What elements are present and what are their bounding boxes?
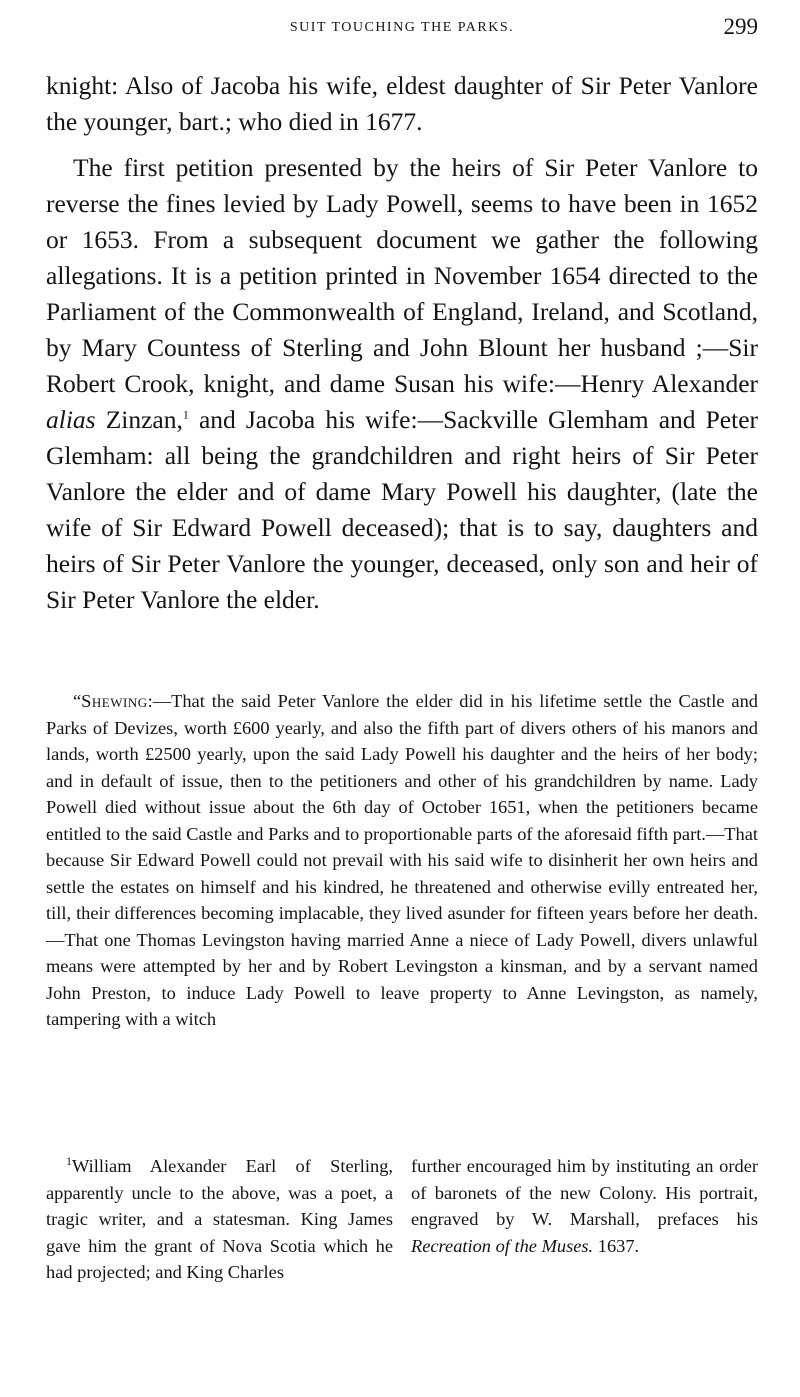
running-title: SUIT TOUCHING THE PARKS. [289, 20, 515, 35]
paragraph-text-part: Zinzan, [105, 405, 183, 434]
book-title-italic: Recreation of the Muses. [411, 1235, 594, 1256]
alias-italic: alias [46, 405, 96, 434]
quote-lead-word: Shewing [81, 691, 148, 711]
page-header [46, 14, 758, 44]
quote-paragraph [46, 688, 758, 1033]
footnote-year: 1637. [597, 1235, 640, 1256]
main-text [46, 68, 758, 618]
footnote-area [46, 1153, 758, 1323]
paragraph-text-part: and Jacoba his wife:—Sackville Glemham and Peter Glemham: all being the grandchildren and right heirs of Sir Peter Vanlore the elder and of dame Mary Powell his daughter, (late the wife of Sir Edward Powell deceased); that is to say, daughters and heirs of Sir Peter Vanlore the younger, deceased, only son and heir of Sir Peter Vanlore the elder. [46, 405, 759, 614]
footnote-text-left: William Alexander Earl of Sterling, apparently uncle to the above, was a poet, a tragic writer, and a statesman. King James gave him the grant of Nova Scotia which he had projected; and King Charles [46, 1156, 393, 1282]
paragraph-continued: knight: Also of Jacoba his wife, eldest daughter of Sir Peter Vanlore the younger, bart.; who died in 1677. [46, 71, 758, 136]
paragraph-text-part: The first petition presented by the heirs of Sir Peter Vanlore to reverse the fines levied by Lady Powell, seems to have been in 1652 or 1653. From a subsequent document we gather the following allegations. It is a petition printed in November 1654 directed to the Parliament of the Commonwealth of England, Ireland, and Scotland, by Mary Countess of Sterling and John Blount her husband ;—Sir Robert Crook, knight, and dame Susan his wife:—Henry Alexander [46, 153, 758, 398]
quote-open-mark: “ [73, 691, 82, 711]
footnote-reference: 1 [182, 407, 189, 422]
page-number: 299 [723, 14, 758, 39]
footnote-right-column [411, 1153, 758, 1259]
footnote-marker: 1 [66, 1153, 72, 1168]
footnote-text-right: further encouraged him by instituting an order of baronets of the new Colony. His portrait, engraved by W. Marshall, prefaces his [411, 1156, 758, 1229]
quote-text: :—That the said Peter Vanlore the elder did in his lifetime settle the Castle and Parks of Devizes, worth £600 yearly, and also the fifth part of divers others of his manors and lands, worth £2500 yearly, upon the said Lady Powell his daughter and the heirs of her body; and in default of issue, then to the petitioners and other of his grandchildren by name. Lady Powell died without issue about the 6th day of October 1651, when the petitioners became entitled to the said Castle and Parks and to proportionable parts of the aforesaid fifth part.—That because Sir Edward Powell could not prevail with his said wife to disinherit her own heirs and settle the estates on himself and his kindred, he threatened and otherwise evilly entreated her, till, their differences becoming implacable, they lived asunder for fifteen years before her death.—That one Thomas Levingston having married Anne a niece of Lady Powell, divers unlawful means were attempted by her and by Robert Levingston a kinsman, and by a servant named John Preston, to induce Lady Powell to leave property to Anne Levingston, as namely, tampering with a witch [46, 691, 758, 1029]
footnote-left-column [46, 1153, 393, 1286]
paragraph-petition [46, 150, 758, 618]
block-quote [46, 688, 758, 1033]
